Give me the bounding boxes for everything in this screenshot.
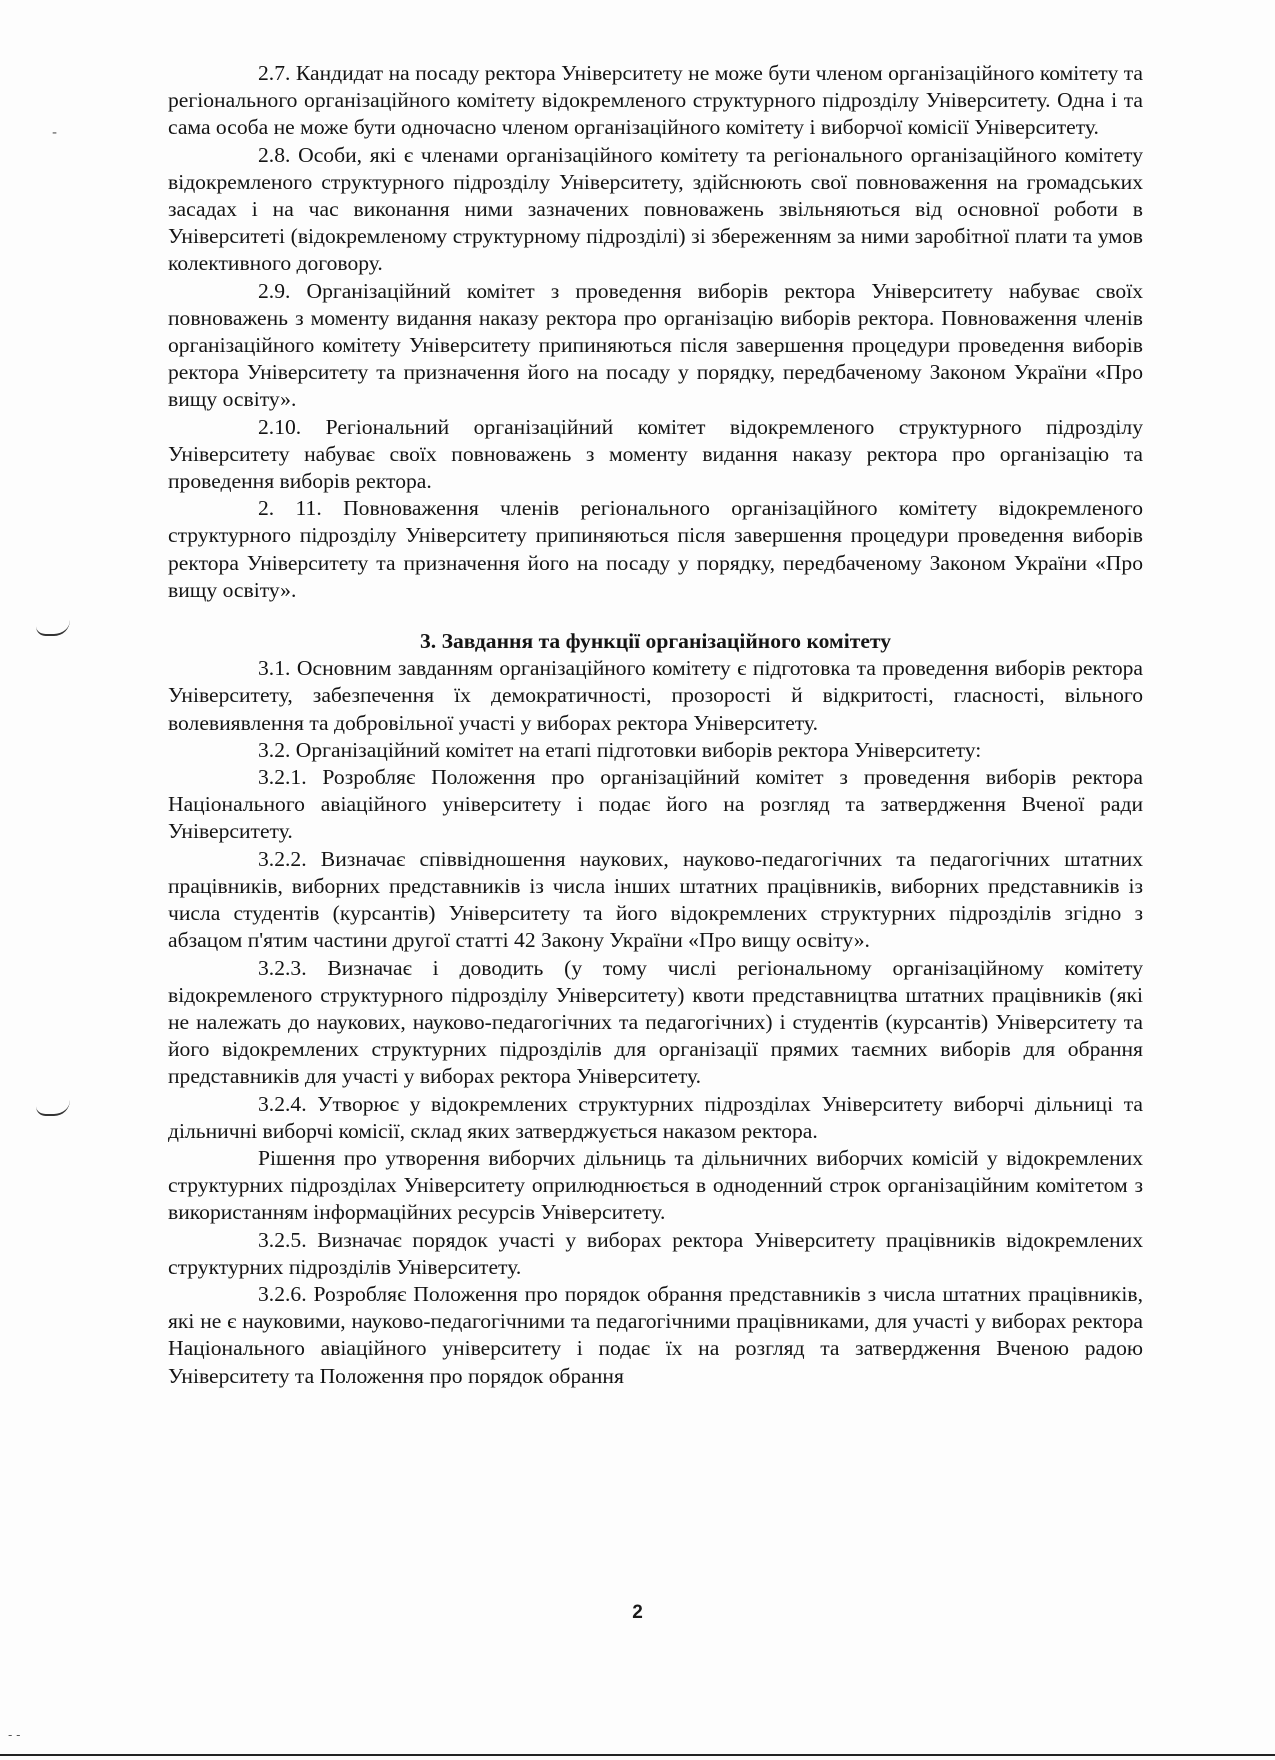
paragraph-2-10: 2.10. Регіональний організаційний комітет відокремленого структурного підрозділу Університету набуває своїх повноважень з моменту видання наказу ректора про організацію та проведення виборів ректора. (168, 414, 1143, 494)
paragraph-decision: Рішення про утворення виборчих дільниць та дільничних виборчих комісій у відокремлених структурних підрозділах Університету оприлюднюється в одноденний строк організаційним комітетом з використанням інформаційних ресурсів Університету. (168, 1145, 1143, 1225)
scan-speck: - - (8, 1728, 21, 1742)
paragraph-3-2-6: 3.2.6. Розробляє Положення про порядок обрання представників з числа штатних працівників, які не є науковими, науково-педагогічними та педагогічними працівниками, для участі у виборах ректора Національного авіаційного університету і подає їх на розгляд та затвердження Вченою радою Університету та Положення про порядок обрання (168, 1281, 1143, 1388)
page-number: 2 (632, 1602, 643, 1623)
paragraph-2-11: 2. 11. Повноваження членів регіонального організаційного комітету відокремленого структурного підрозділу Університету припиняються після завершення процедури проведення виборів ректора Університету та призначення його на посаду у порядку, передбаченому Законом України «Про вищу освіту». (168, 496, 1143, 602)
scan-edge-line (0, 1754, 1275, 1756)
scan-speck: - (52, 125, 58, 141)
page-body (168, 60, 1143, 1390)
paragraph-3-2-3: 3.2.3. Визначає і доводить (у тому числі регіональному організаційному комітету відокремленого структурного підрозділу Університету) квоти представництва штатних працівників (які не належать до наукових, науково-педагогічних та педагогічних) і студентів (курсантів) Університету та його відокремлених структурних підрозділів для організації прямих таємних виборів для обрання представників для участі у виборах ректора Університету. (168, 955, 1143, 1089)
paragraph-2-8: 2.8. Особи, які є членами організаційного комітету та регіонального організаційного комітету відокремленого структурного підрозділу Університету, здійснюють свої повноваження на громадських засадах і на час виконання ними зазначених повноважень звільняються від основної роботи в Університеті (відокремленому структурному підрозділі) зі збереженням за ними заробітної плати та умов колективного договору. (168, 142, 1143, 276)
paragraph-3-2-5: 3.2.5. Визначає порядок участі у виборах ректора Університету працівників відокремлених структурних підрозділів Університету. (168, 1227, 1143, 1279)
binding-hole-mark (36, 1100, 70, 1116)
paragraph-3-1: 3.1. Основним завданням організаційного комітету є підготовка та проведення виборів ректора Університету, забезпечення їх демократичності, прозорості й відкритості, гласності, вільного волевиявлення та добровільної участі у виборах ректора Університету. (168, 656, 1143, 735)
paragraph-3-2-4: 3.2.4. Утворює у відокремлених структурних підрозділах Університету виборчі дільниці та дільничні виборчі комісії, склад яких затверджується наказом ректора. (168, 1091, 1143, 1143)
paragraph-2-7: 2.7. Кандидат на посаду ректора Університету не може бути членом організаційного комітету та регіонального організаційного комітету відокремленого структурного підрозділу Університету. Одна і та сама особа не може бути одночасно членом організаційного комітету і виборчої комісії Університету. (168, 61, 1143, 140)
paragraph-2-9: 2.9. Організаційний комітет з проведення виборів ректора Університету набуває своїх повноважень з моменту видання наказу ректора про організацію виборів ректора. Повноваження членів організаційного комітету Університету припиняються після завершення процедури проведення виборів ректора Університету та призначення його на посаду у порядку, передбаченому Законом України «Про вищу освіту». (168, 278, 1143, 412)
section-heading: 3. Завдання та функції організаційного комітету (419, 629, 892, 654)
paragraph-3-2-2: 3.2.2. Визначає співвідношення наукових, науково-педагогічних та педагогічних штатних працівників, виборних представників із числа інших штатних працівників, виборних представників із числа студентів (курсантів) Університету та його відокремлених структурних підрозділів згідно з абзацом п'ятим частини другої статті 42 Закону України «Про вищу освіту». (168, 846, 1143, 953)
binding-hole-mark (36, 620, 70, 636)
paragraph-3-2-1: 3.2.1. Розробляє Положення про організаційний комітет з проведення виборів ректора Національного авіаційного університету і подає його на розгляд та затвердження Вченої ради Університету. (168, 765, 1143, 844)
paragraph-3-2: 3.2. Організаційний комітет на етапі підготовки виборів ректора Університету: (258, 737, 982, 762)
